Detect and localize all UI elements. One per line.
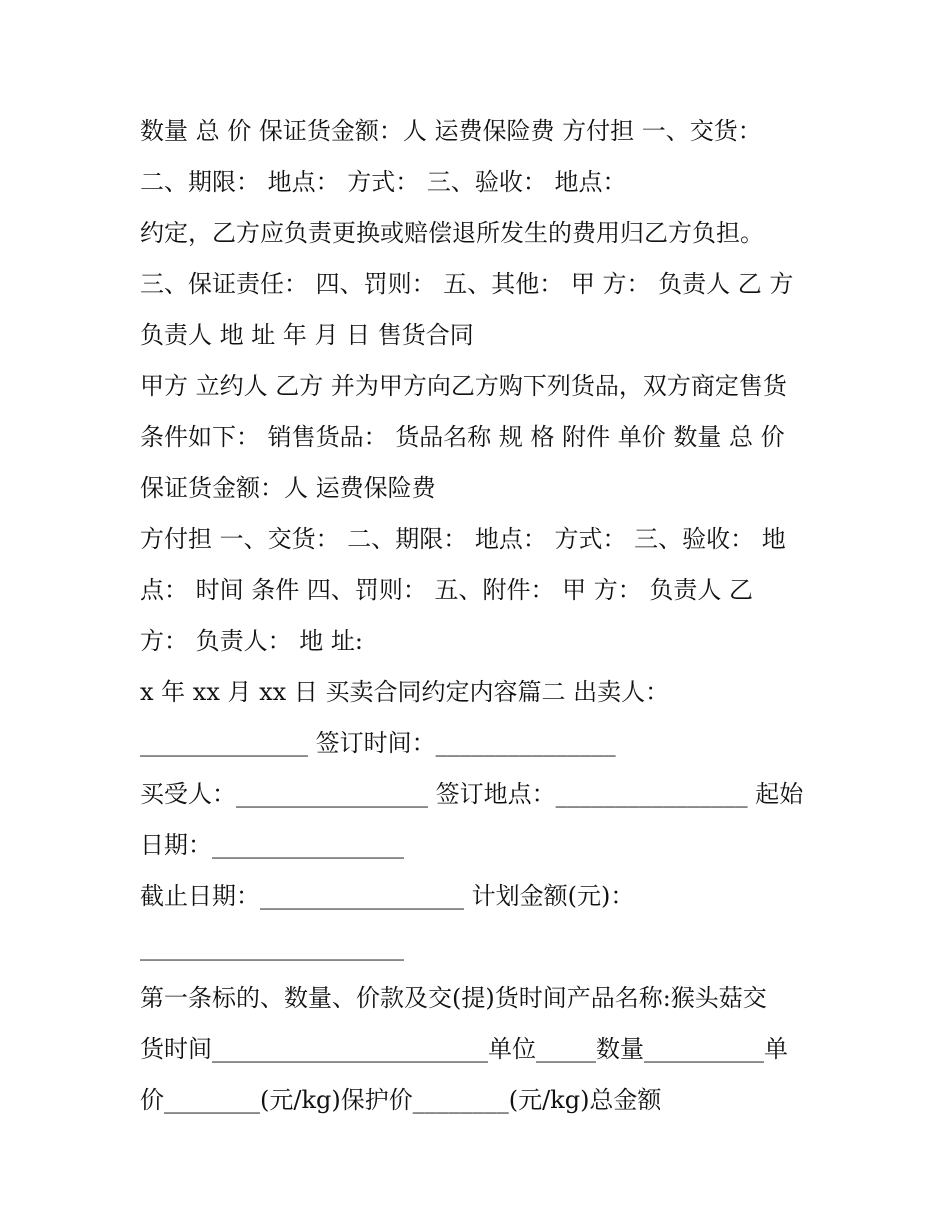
text-line: 点： 时间 条件 四、罚则： 五、附件： 甲 方： 负责人 乙 <box>140 576 754 604</box>
text-line: 方： 负责人： 地 址: <box>140 627 363 655</box>
text-line: 买受人：________________ 签订地点：________________ 起始 <box>140 780 804 808</box>
document-body <box>140 106 820 1126</box>
text-line: 条件如下： 销售货品： 货品名称 规 格 附件 单价 数量 总 价 <box>140 423 785 451</box>
text-line: 日期：________________ <box>140 831 404 859</box>
text-line: x 年 xx 月 xx 日 买卖合同约定内容篇二 出卖人： <box>140 678 670 706</box>
text-line: 负责人 地 址 年 月 日 售货合同 <box>140 321 474 349</box>
text-line: 第一条标的、数量、价款及交(提)货时间产品名称:猴头菇交 <box>140 984 767 1012</box>
text-line: 甲方 立约人 乙方 并为甲方向乙方购下列货品，双方商定售货 <box>140 372 787 400</box>
text-line: 截止日期：_________________ 计划金额(元)： <box>140 882 635 910</box>
text-line: 货时间_______________________单位_____数量__________单 <box>140 1035 788 1063</box>
text-line: 保证货金额：人 运费保险费 <box>140 474 436 502</box>
text-line: ______________________ <box>140 933 404 961</box>
text-line: 方付担 一、交货： 二、期限： 地点： 方式： 三、验收： 地 <box>140 525 786 553</box>
text-line: 价________(元/kg)保护价________(元/kg)总金额 <box>140 1086 662 1114</box>
text-line: 三、保证责任： 四、罚则： 五、其他： 甲 方： 负责人 乙 方 <box>140 270 794 298</box>
text-line: 二、期限： 地点： 方式： 三、验收： 地点： <box>140 168 627 196</box>
text-line: 数量 总 价 保证货金额：人 运费保险费 方付担 一、交货： <box>140 117 762 145</box>
text-line: ______________ 签订时间：_______________ <box>140 729 616 757</box>
text-line: 约定，乙方应负责更换或赔偿退所发生的费用归乙方负担。 <box>140 219 764 247</box>
